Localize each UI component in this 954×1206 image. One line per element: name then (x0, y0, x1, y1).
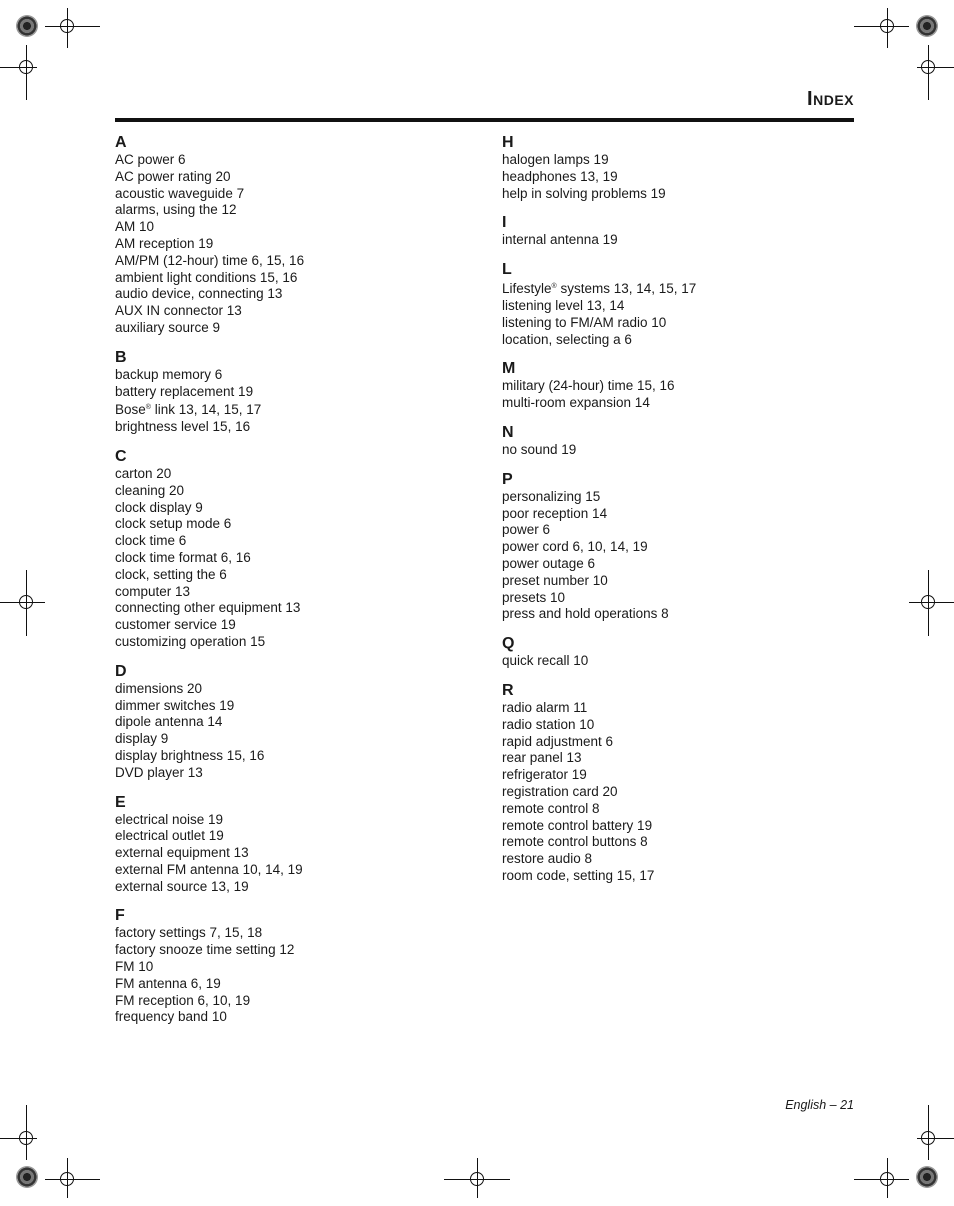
index-group-p (502, 469, 862, 623)
index-entry: battery replacement 19 (115, 383, 254, 399)
index-entry: restore audio 8 (502, 851, 593, 867)
index-letter-heading: E (115, 793, 126, 811)
index-entry: registration card 20 (502, 783, 618, 799)
page-number: English – 21 (785, 1098, 854, 1112)
index-entry: dipole antenna 14 (115, 714, 223, 730)
index-letter-heading: B (115, 348, 127, 366)
index-column-left (115, 132, 475, 1036)
index-entry: dimensions 20 (115, 680, 203, 696)
index-entry: clock time format 6, 16 (115, 549, 251, 565)
index-entry: carton 20 (115, 465, 172, 481)
index-letter-heading: M (502, 360, 516, 378)
index-entry: external FM antenna 10, 14, 19 (115, 861, 303, 877)
index-letter-heading: H (502, 134, 514, 151)
index-letter-heading: C (115, 447, 127, 465)
index-letter-heading: N (502, 423, 514, 441)
index-entry: FM 10 (115, 959, 154, 975)
index-entry: location, selecting a 6 (502, 331, 632, 347)
index-group-e (115, 792, 475, 896)
index-entry: dimmer switches 19 (115, 697, 235, 713)
index-entry: military (24-hour) time 15, 16 (502, 378, 675, 394)
index-entry: frequency band 10 (115, 1009, 227, 1025)
index-entry: clock setup mode 6 (115, 516, 232, 532)
index-group-n (502, 422, 862, 459)
index-entry: quick recall 10 (502, 653, 589, 669)
index-entry: ambient light conditions 15, 16 (115, 269, 298, 285)
index-group-r (502, 680, 862, 885)
index-entry: electrical noise 19 (115, 811, 224, 827)
index-entry: listening level 13, 14 (502, 297, 625, 313)
index-entry: connecting other equipment 13 (115, 600, 301, 616)
index-entry: remote control battery 19 (502, 817, 653, 833)
index-entry: multi-room expansion 14 (502, 395, 650, 411)
color-rosette-icon (916, 15, 938, 37)
index-group-a (115, 132, 475, 337)
index-entry: customer service 19 (115, 617, 236, 633)
index-entry: Bose® link 13, 14, 15, 17 (115, 402, 262, 418)
index-entry: AC power 6 (115, 152, 186, 167)
index-entry: power cord 6, 10, 14, 19 (502, 539, 648, 555)
index-entry: FM antenna 6, 19 (115, 975, 221, 991)
index-entry: listening to FM/AM radio 10 (502, 314, 667, 330)
index-entry: Lifestyle® systems 13, 14, 15, 17 (502, 281, 697, 297)
index-entry: clock time 6 (115, 533, 187, 549)
index-entry: acoustic waveguide 7 (115, 185, 245, 201)
index-column-right (502, 132, 862, 895)
index-group-b (115, 347, 475, 436)
index-entry: brightness level 15, 16 (115, 419, 251, 435)
index-letter-heading: I (502, 214, 507, 232)
index-letter-heading: Q (502, 635, 515, 653)
index-group-q (502, 633, 862, 670)
index-group-l (502, 259, 862, 348)
index-entry: radio station 10 (502, 716, 595, 732)
index-entry: display 9 (115, 731, 169, 747)
index-entry: factory snooze time setting 12 (115, 942, 295, 958)
index-entry: radio alarm 11 (502, 699, 588, 715)
index-entry: alarms, using the 12 (115, 202, 237, 218)
index-group-d (115, 661, 475, 782)
index-letter-heading: A (115, 134, 127, 151)
color-rosette-icon (16, 15, 38, 37)
index-entry: electrical outlet 19 (115, 828, 224, 844)
index-entry: cleaning 20 (115, 482, 185, 498)
index-entry: help in solving problems 19 (502, 185, 666, 201)
index-entry: remote control 8 (502, 800, 600, 816)
index-entry: external equipment 13 (115, 845, 249, 861)
index-entry: display brightness 15, 16 (115, 747, 265, 763)
index-letter-heading: F (115, 907, 125, 925)
index-group-m (502, 358, 862, 412)
index-entry: AM/PM (12-hour) time 6, 15, 16 (115, 252, 305, 268)
index-entry: DVD player 13 (115, 764, 203, 780)
page-title: Index (807, 88, 854, 110)
index-group-i (502, 212, 862, 249)
index-entry: press and hold operations 8 (502, 606, 669, 622)
index-entry: AM 10 (115, 219, 155, 235)
index-entry: personalizing 15 (502, 488, 601, 504)
index-letter-heading: R (502, 681, 514, 699)
index-entry: AM reception 19 (115, 235, 214, 251)
index-entry: internal antenna 19 (502, 232, 618, 248)
index-entry: rapid adjustment 6 (502, 733, 614, 749)
index-entry: halogen lamps 19 (502, 152, 609, 167)
index-entry: power 6 (502, 522, 551, 538)
index-letter-heading: P (502, 470, 513, 488)
index-entry: rear panel 13 (502, 750, 582, 766)
color-rosette-icon (916, 1166, 938, 1188)
index-entry: remote control buttons 8 (502, 834, 648, 850)
color-rosette-icon (16, 1166, 38, 1188)
index-entry: power outage 6 (502, 555, 596, 571)
index-group-h (502, 132, 862, 202)
index-entry: preset number 10 (502, 572, 608, 588)
index-group-f (115, 905, 475, 1026)
index-entry: AUX IN connector 13 (115, 303, 242, 319)
index-letter-heading: L (502, 261, 512, 279)
index-letter-heading: D (115, 662, 127, 680)
index-entry: clock, setting the 6 (115, 566, 227, 582)
index-entry: presets 10 (502, 589, 566, 605)
index-entry: backup memory 6 (115, 366, 223, 382)
index-entry: no sound 19 (502, 441, 577, 457)
index-entry: computer 13 (115, 583, 191, 599)
index-entry: clock display 9 (115, 499, 203, 515)
index-entry: auxiliary source 9 (115, 319, 221, 335)
index-entry: poor reception 14 (502, 505, 608, 521)
index-entry: refrigerator 19 (502, 767, 587, 783)
index-entry: headphones 13, 19 (502, 168, 618, 184)
index-entry: FM reception 6, 10, 19 (115, 992, 251, 1008)
index-entry: factory settings 7, 15, 18 (115, 925, 263, 941)
index-entry: customizing operation 15 (115, 633, 266, 649)
index-entry: external source 13, 19 (115, 878, 249, 894)
index-group-c (115, 446, 475, 651)
title-rule (115, 118, 854, 122)
index-entry: room code, setting 15, 17 (502, 867, 655, 883)
index-entry: audio device, connecting 13 (115, 286, 283, 302)
index-entry: AC power rating 20 (115, 168, 231, 184)
